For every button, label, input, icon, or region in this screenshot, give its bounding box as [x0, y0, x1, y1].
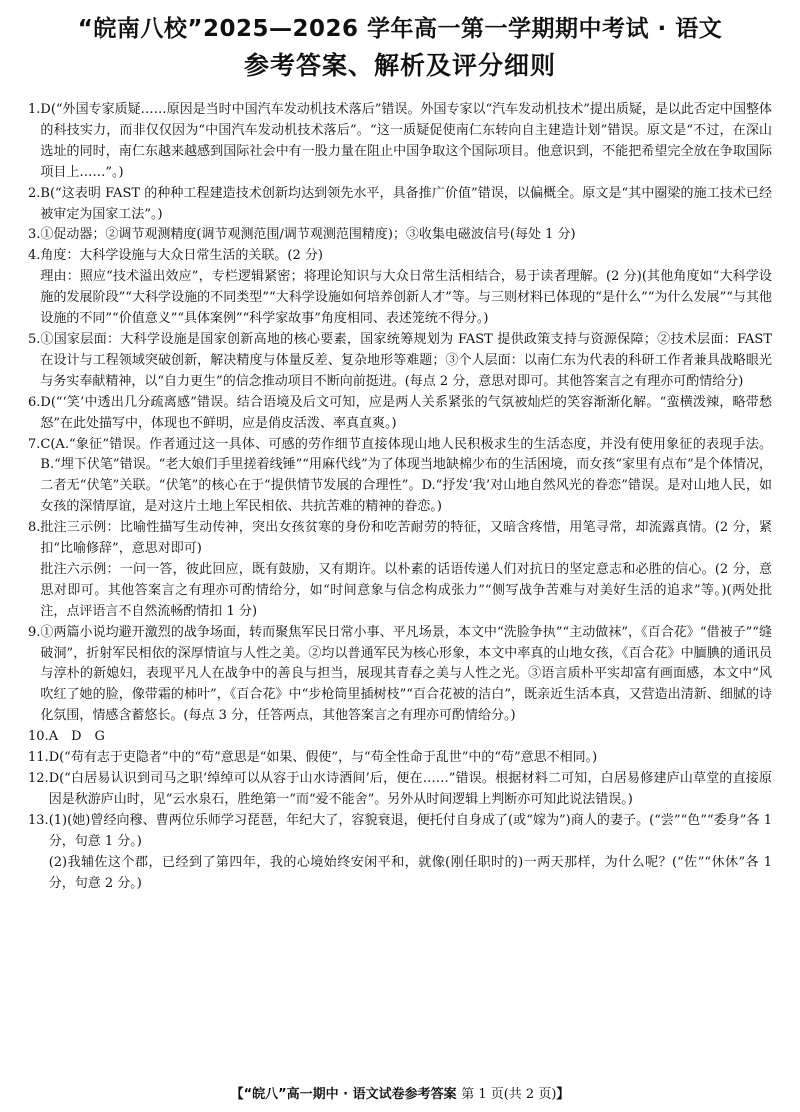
answer-number: 1. — [28, 102, 41, 117]
answer-item — [28, 748, 772, 769]
answer-number: 11. — [28, 750, 49, 766]
answer-body — [40, 435, 772, 519]
answer-list — [28, 100, 772, 894]
answer-body — [40, 225, 772, 246]
answer-paragraph: ①两篇小说均避开激烈的战争场面，转而聚焦军民日常小事、平凡场景，本文中“洗脸争执”“主动做袜”，《百合花》“借被子”“缝破洞”，折射军民相依的深厚情谊与人性之美。②均以普通军民为核心形象，本文中率真的山地女孩，《百合花》中腼腆的通讯员与淳朴的新媳妇，表现平凡人在战争中的善良与担当，展现其青春之美与人性之光。③语言质朴平实却富有画面感，本文中“风吹红了她的脸，像带霜的柿叶”，《百合花》中“步枪筒里插树枝”“百合花被的洁白”，既亲近生活本真，又营造出清新、细腻的诗化氛围，情感含蓄悠长。(每点 3 分，任答两点，其他答案言之有理亦可酌情给分。) — [40, 624, 772, 724]
answer-paragraph: 批注三示例：比喻性描写生动传神，突出女孩贫寒的身份和吃苦耐劳的特征，又暗含疼惜，用笔寻常，却流露真情。(2 分，紧扣“比喻修辞”，意思对即可) — [40, 520, 772, 557]
answer-paragraph: 角度：大科学设施与大众日常生活的关联。(2 分) — [40, 248, 323, 264]
answer-number: 5. — [28, 331, 41, 347]
answer-number: 2. — [28, 185, 41, 201]
answer-number: 4. — [28, 248, 41, 264]
answer-paragraph: ①国家层面：大科学设施是国家创新高地的核心要素，国家统筹规划为 FAST 提供政策支持与资源保障；②技术层面：FAST 在设计与工程领域突破创新，解决精度与体量反差、复杂地形等难题；③个人层面：以南仁东为代表的科研工作者兼具战略眼光与务实奉献精神，以“自力更生”的信念推动项目不断向前挺进。(每点 2 分，意思对即可。其他答案言之有理亦可酌情给分) — [40, 331, 772, 389]
answer-body — [49, 727, 772, 748]
page-footer — [0, 1083, 800, 1102]
answer-body — [40, 518, 772, 623]
answer-item — [28, 225, 772, 246]
answer-number: 9. — [28, 624, 41, 640]
footer-bracket: 】 — [556, 1087, 570, 1102]
footer-page-number: 第 1 页(共 2 页) — [461, 1087, 557, 1102]
answer-paragraph: 批注六示例：一问一答，彼此回应，既有鼓励，又有期许。以朴素的话语传递人们对抗日的坚定意志和必胜的信心。(2 分，意思对即可。其他答案言之有理亦可酌情给分，如“时间意象与信念构成张力”“侧写战争苦难与对美好生活的追求”等。)(两处批注，点评语言不自然流畅酌情扣 1 分) — [40, 561, 772, 619]
page-title: “皖南八校”2025—2026 学年高一第一学期期中考试 · 语文 — [77, 16, 723, 42]
answer-item — [28, 811, 772, 895]
answer-paragraph: (1)(她)曾经向穆、曹两位乐师学习琵琶，年纪大了，容貌衰退，便托付自身成了(或“嫁为”)商人的妻子。(“尝”“色”“委身”各 1 分，句意 1 分。) — [48, 812, 772, 849]
answer-item — [28, 246, 772, 330]
answer-item — [28, 393, 772, 435]
answer-number: 3. — [28, 227, 41, 243]
answer-body — [40, 393, 772, 435]
answer-paragraph: (2)我辅佐这个郡，已经到了第四年，我的心境始终安闲平和，就像(刚任职时的)一两天那样，为什么呢？(“佐”“休休”各 1 分，句意 2 分。) — [48, 854, 772, 891]
answer-body — [40, 623, 772, 728]
answer-item — [28, 330, 772, 393]
answer-paragraph: A D G — [48, 729, 105, 745]
answer-item — [28, 435, 772, 519]
answer-number: 13. — [28, 812, 49, 828]
answer-item — [28, 769, 772, 811]
answer-number: 6. — [28, 394, 41, 410]
answer-paragraph: ①促动器；②调节观测精度(调节观测范围/调节观测范围精度)；③收集电磁波信号(每处 1 分) — [40, 227, 576, 243]
answer-item — [28, 518, 772, 623]
answer-item — [28, 100, 772, 184]
footer-label: 【“皖八”高一期中 · 语文试卷参考答案 — [230, 1087, 457, 1102]
answer-paragraph: D(“外国专家质疑……原因是当时中国汽车发动机技术落后”错误。外国专家以“汽车发动机技术”提出质疑，是以此否定中国整体的科技实力，而非仅仅因为“中国汽车发动机技术落后”。“这一质疑促使南仁东转向自主建造计划”错误。原文是“不过，在深山选址的同时，南仁东越来越感到国际社会中有一股力量在阻止中国争取这个国际项目。他意识到，不能把希望完全放在争取国际项目上……”。) — [40, 102, 772, 180]
page-subtitle: 参考答案、解析及评分细则 — [243, 51, 556, 80]
answer-number: 12. — [28, 771, 49, 786]
answer-paragraph: D(“‘笑’中透出几分疏离感”错误。结合语境及后文可知，应是两人关系紧张的气氛被灿烂的笑容渐渐化解。“蛮横泼辣，略带愁怒”在此处描写中，体现也不鲜明，应是俏皮活泼、率真直爽。) — [40, 394, 772, 431]
answer-body — [49, 769, 772, 811]
answer-paragraph: 理由：照应“技术溢出效应”，专栏逻辑紧密；将理论知识与大众日常生活相结合，易于读者理解。(2 分)(其他角度如“大科学设施的发展阶段”“大科学设施的不同类型”“大科学设施如何培养创新人才”等。与三则材料已体现的“是什么”“为什么发展”“与其他设施的不同”“价值意义”“具体案例”“科学家故事”角度相同、表述笼统不得分。) — [40, 269, 772, 327]
answer-number: 8. — [28, 520, 41, 536]
answer-number: 7. — [28, 436, 41, 452]
answer-number: 10. — [28, 729, 49, 745]
answer-paragraph: B(“这表明 FAST 的种种工程建造技术创新均达到领先水平，具备推广价值”错误，以偏概全。原文是“其中圈梁的施工技术已经被审定为国家工法”。) — [40, 185, 772, 222]
answer-body — [40, 246, 772, 330]
answer-body — [40, 100, 772, 184]
answer-item — [28, 623, 772, 728]
answer-body — [49, 811, 772, 895]
answer-body — [40, 330, 772, 393]
answer-body — [49, 748, 772, 769]
answer-paragraph: C(A.“象征”错误。作者通过这一具体、可感的劳作细节直接体现山地人民积极求生的生活态度，并没有使用象征的表现手法。B.“埋下伏笔”错误。“老大娘们手里搓着线锤”“用麻代线”为了体现当地缺棉少布的生活困境，而女孩“家里有点布”是个体情况，二者无“伏笔”关联。“伏笔”的核心在于“提供情节发展的合理性”。D.“抒发‘我’对山地自然风光的眷恋”错误。是对山地人民，如女孩的深情厚谊，是对这片土地上军民相依、共抗苦难的精神的眷恋。) — [40, 436, 772, 515]
answer-paragraph: D(“苟有志于吏隐者”中的“苟”意思是“如果、假使”，与“苟全性命于乱世”中的“苟”意思不相同。) — [48, 750, 598, 766]
answer-item — [28, 184, 772, 226]
answer-item — [28, 727, 772, 748]
answer-paragraph: D(“白居易认识到司马之职‘绰绰可以从容于山水诗酒间’后，便在……”错误。根据材料二可知，白居易修建庐山草堂的直接原因是秋游庐山时，见“云水泉石，胜绝第一”而“爱不能舍”。另外从时间逻辑上判断亦可知此说法错误。) — [48, 771, 772, 807]
answer-body — [40, 184, 772, 226]
